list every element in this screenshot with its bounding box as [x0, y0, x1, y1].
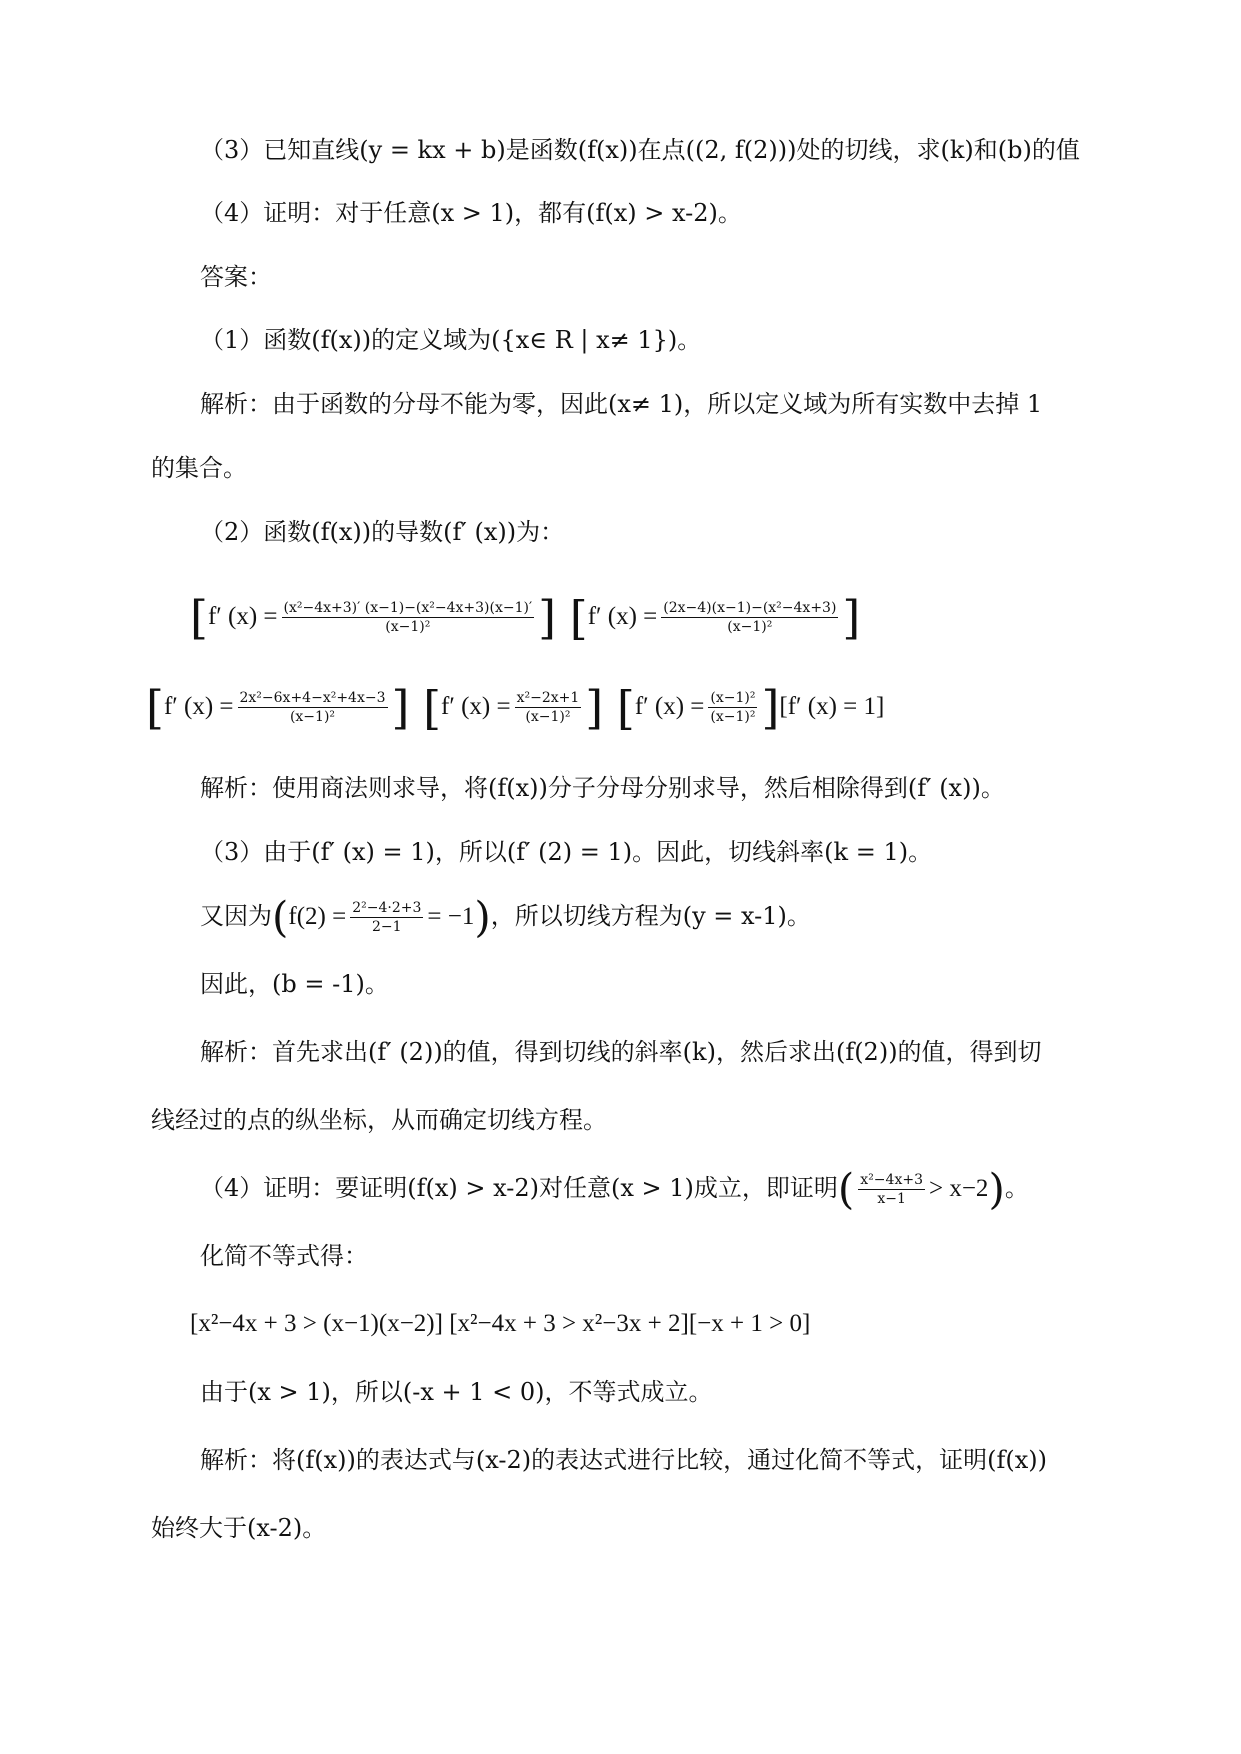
answer-4-analysis: 解析：将(f(x))的表达式与(x-2)的表达式进行比较，通过化简不等式，证明(f(x)): [200, 1446, 1047, 1474]
answer-4-analysis-cont: 始终大于(x-2)。: [151, 1514, 327, 1542]
derivative-step-4-lhs: f′ (x) =: [441, 693, 511, 720]
answer-1-analysis-cont: 的集合。: [151, 454, 247, 482]
answer-3-analysis-cont: 线经过的点的纵坐标，从而确定切线方程。: [151, 1106, 607, 1134]
answer-1-analysis: 解析：由于函数的分母不能为零，因此(x≠ 1)，所以定义域为所有实数中去掉 1: [200, 390, 1043, 418]
derivative-step-3-fraction: [238, 689, 388, 726]
f2-fraction: [350, 899, 423, 936]
derivative-step-row-2: [f′ (x) = $\frac{\text{2x²−6x+4−x²+4x−3}}{\text{(x−1)²}}$ ] [f′ (x) = $\frac{\text{x²−2x+1}}{\text{(x−1)²}}$ ] [f′ (x) = $\frac{\text{(x−1)²}}{\text{(x−1)²}}$ ][f′ (x) = 1]: [146, 680, 885, 735]
f2-lhs: f(2) =: [288, 903, 347, 930]
derivative-step-6: [f′ (x) = 1]: [779, 693, 885, 720]
f2-den: 2−1: [372, 919, 402, 935]
derivative-step-3-den: (x−1)²: [289, 709, 336, 725]
answer-4-prefix: （4）证明：要证明(f(x) > x-2)对任意(x > 1)成立，即证明: [200, 1174, 838, 1202]
derivative-step-1-num: (x²−4x+3)′ (x−1)−(x²−4x+3)(x−1)′: [283, 600, 533, 616]
ineq-fraction: [858, 1171, 925, 1208]
derivative-step-4-den: (x−1)²: [525, 709, 571, 725]
answer-2: （2）函数(f(x))的导数(f′ (x))为：: [200, 518, 565, 546]
f2-num: 2²−4·2+3: [352, 900, 422, 916]
ineq-rhs: > x−2: [928, 1175, 989, 1202]
answer-3-f2-suffix: ，所以切线方程为(y = x-1)。: [490, 902, 811, 930]
derivative-step-1-den: (x−1)²: [385, 619, 431, 635]
question-3: （3）已知直线(y = kx + b)是函数(f(x))在点((2, f(2)))处的切线，求(k)和(b)的值: [200, 136, 1080, 164]
ineq-den: x−1: [877, 1191, 906, 1207]
ineq-num: x²−4x+3: [860, 1172, 923, 1188]
derivative-step-2-den: (x−1)²: [727, 619, 773, 635]
simplify-heading: 化简不等式得：: [200, 1242, 368, 1270]
answer-3-f2-line: 又因为(f(2) = $\frac{\text{2²−4·2+3}}{2-1}$ = −1)，所以切线方程为(y = x-1)。: [200, 892, 811, 942]
answer-3-b: 因此，(b = -1)。: [200, 970, 389, 998]
derivative-step-2-fraction: [661, 599, 838, 636]
simplify-equation: [x²−4x + 3 > (x−1)(x−2)] [x²−4x + 3 > x²−3x + 2][−x + 1 > 0]: [190, 1310, 811, 1337]
derivative-step-3-num: 2x²−6x+4−x²+4x−3: [239, 690, 386, 706]
derivative-step-5-den: (x−1)²: [710, 709, 756, 725]
derivative-step-2-num: (2x−4)(x−1)−(x²−4x+3): [663, 600, 837, 616]
f2-rhs: = −1: [427, 903, 475, 930]
derivative-step-5-fraction: [708, 689, 757, 726]
derivative-step-1-lhs: f′ (x) =: [207, 603, 278, 630]
question-4: （4）证明：对于任意(x > 1)，都有(f(x) > x-2)。: [200, 199, 742, 227]
answer-1: （1）函数(f(x))的定义域为({x∈ R | x≠ 1})。: [200, 326, 702, 354]
derivative-step-row-1: [f′ (x) = $\frac{\text{(x²−4x+3)′ (x−1)−(x²−4x+3)(x−1)′}}{\text{(x−1)²}}$ ] [f′ (x) = $\frac{\text{(2x−4)(x−1)−(x²−4x+3)}}{\text{(x−1)²}}$ ]: [190, 590, 861, 645]
answer-3: （3）由于(f′ (x) = 1)，所以(f′ (2) = 1)。因此，切线斜率(k = 1)。: [200, 838, 933, 866]
answer-2-analysis: 解析：使用商法则求导，将(f(x))分子分母分别求导，然后相除得到(f′ (x))。: [200, 774, 1005, 802]
answer-heading: 答案：: [200, 263, 272, 291]
answer-4-conclusion: 由于(x > 1)，所以(-x + 1 < 0)，不等式成立。: [200, 1378, 713, 1406]
answer-3-f2-prefix: 又因为: [200, 902, 272, 930]
answer-3-analysis: 解析：首先求出(f′ (2))的值，得到切线的斜率(k)，然后求出(f(2))的值，得到切: [200, 1038, 1042, 1066]
derivative-step-5-lhs: f′ (x) =: [634, 693, 705, 720]
derivative-step-2-lhs: f′ (x) =: [587, 603, 658, 630]
derivative-step-3-lhs: f′ (x) =: [163, 693, 234, 720]
derivative-step-4-num: x²−2x+1: [516, 690, 580, 706]
answer-4: （4）证明：要证明(f(x) > x-2)对任意(x > 1)成立，即证明( $\frac{\text{x²−4x+3}}{x-1}$ > x−2)。: [200, 1164, 1029, 1214]
derivative-step-1-fraction: [282, 599, 535, 636]
answer-4-suffix: 。: [1004, 1174, 1029, 1202]
derivative-step-5-num: (x−1)²: [710, 690, 756, 706]
derivative-step-4-fraction: [515, 689, 582, 726]
